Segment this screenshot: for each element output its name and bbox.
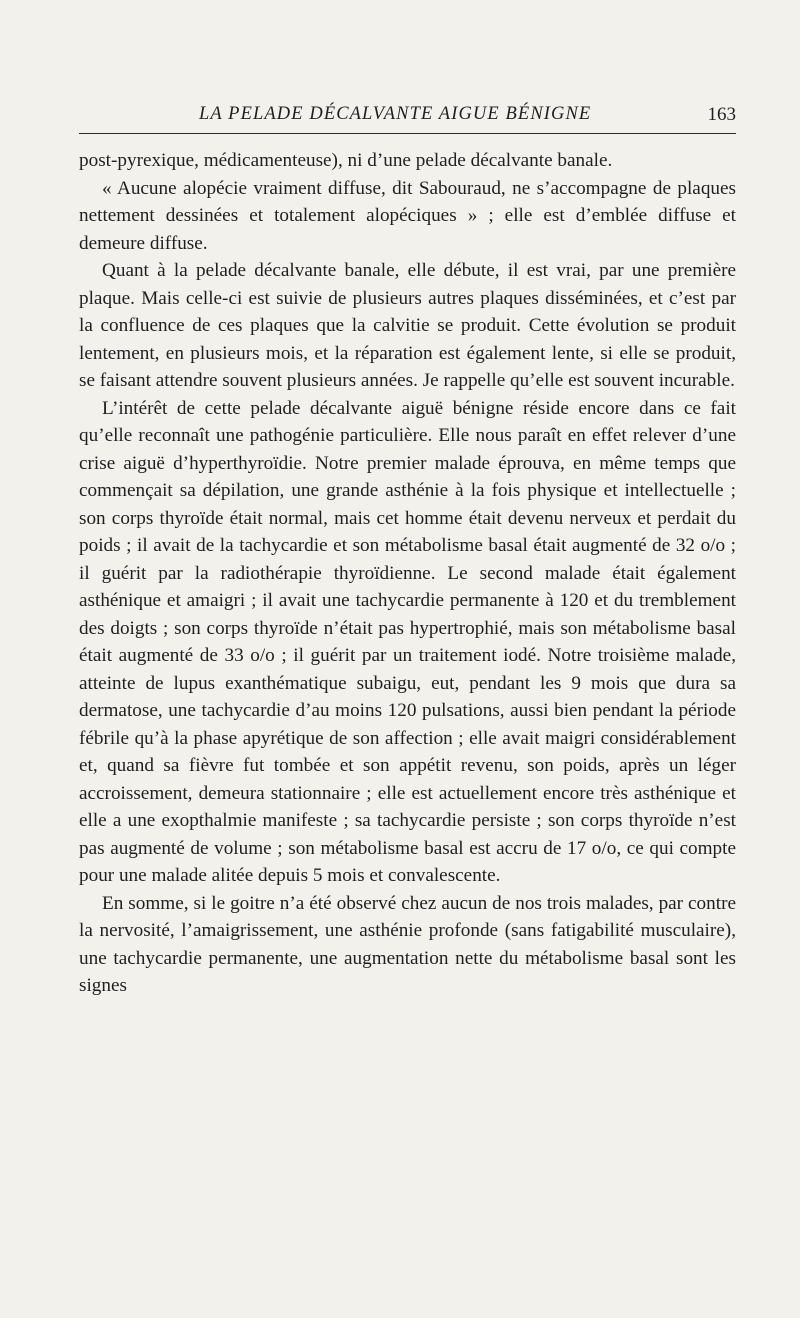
page-number: 163 — [707, 104, 736, 125]
paragraph-continuation: post-pyrexique, médicamenteuse), ni d’une pelade décalvante banale. — [79, 150, 613, 171]
paragraph-quote-sabouraud: « Aucune alopécie vraiment diffuse, dit Sabouraud, ne s’accompagne de plaques nettement dessinées et totalement alopéciques » ; elle est d’emblée diffuse et demeure diffuse. — [79, 177, 736, 254]
running-title: LA PELADE DÉCALVANTE AIGUE BÉNIGNE — [199, 104, 592, 124]
running-head — [79, 104, 736, 132]
paragraph-pelade-banale: Quant à la pelade décalvante banale, elle débute, il est vrai, par une première plaque. Mais celle-ci est suivie de plusieurs autres plaques disséminées, et c’est par la confluence de ces plaques que la calvitie se produit. Cette évolution se produit lentement, en plusieurs mois, et la réparation est également lente, si elle se produit, se faisant attendre souvent plusieurs années. Je rappelle qu’elle est souvent incurable. — [79, 260, 736, 391]
paragraph-pathogenie: L’intérêt de cette pelade décalvante aiguë bénigne réside encore dans ce fait qu’elle reconnaît une pathogénie particulière. Elle nous paraît en effet relever d’une crise aiguë d’hyperthyroïdie. Notre premier malade éprouva, en même temps que commençait sa dépilation, une grande asthénie à la fois physique et intellectuelle ; son corps thyroïde était normal, mais cet homme était devenu nerveux et perdait du poids ; il avait de la tachycardie et son métabolisme basal était augmenté de 32 o/o ; il guérit par la radiothérapie thyroïdienne. Le second malade était également asthénique et amaigri ; il avait une tachycardie permanente à 120 et du tremblement des doigts ; son corps thyroïde n’était pas hypertrophié, mais son métabolisme basal était augmenté de 33 o/o ; il guérit par un traitement iodé. Notre troisième malade, atteinte de lupus exanthématique subaigu, eut, pendant les 9 mois que dura sa dermatose, une tachycardie d’au moins 120 pulsations, aussi bien pendant la période fébrile qu’à la phase apyrétique de son affection ; elle avait maigri considérablement et, quand sa fièvre fut tombée et son appétit revenu, son poids, après un léger accroissement, demeura stationnaire ; elle est actuellement encore très asthénique et elle a une exopthalmie manifeste ; sa tachycardie persiste ; son corps thyroïde n’est pas augmenté de volume ; son métabolisme basal est accru de 17 o/o, ce qui compte pour une malade alitée depuis 5 mois et convalescente. — [79, 397, 736, 886]
body-text — [79, 147, 736, 1000]
header-rule — [79, 133, 736, 134]
paragraph-en-somme: En somme, si le goitre n’a été observé chez aucun de nos trois malades, par contre la nervosité, l’amaigrissement, une asthénie profonde (sans fatigabilité musculaire), une tachycardie permanente, une augmentation nette du métabolisme basal sont les signes — [79, 892, 736, 996]
